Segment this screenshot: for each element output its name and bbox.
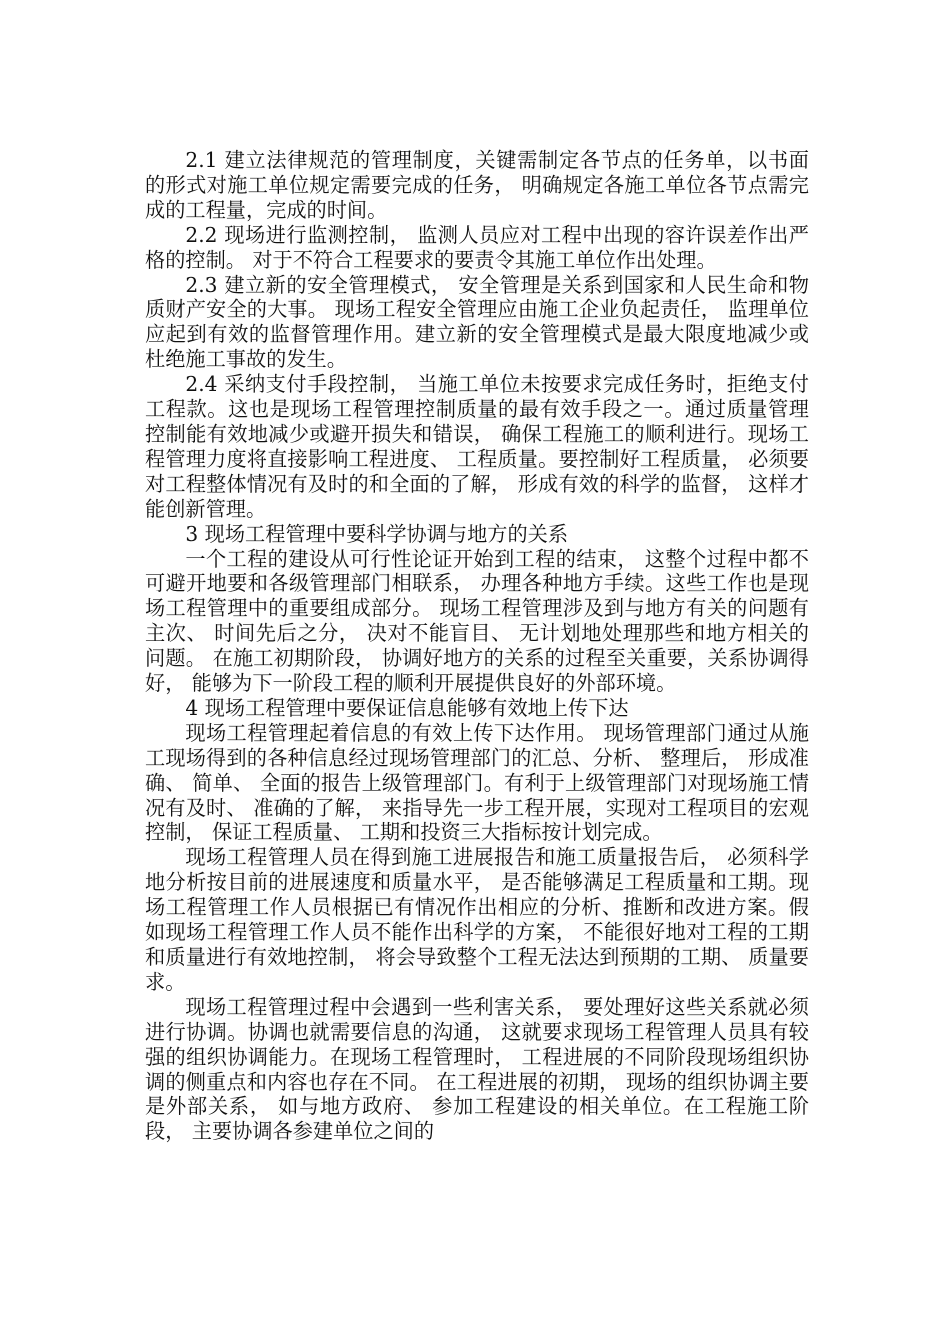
paragraph-4-body-2: 现场工程管理人员在得到施工进展报告和施工质量报告后， 必须科学地分析按目前的进展速度和质量水平， 是否能够满足工程质量和工期。现场工程管理工作人员根据已有情况作出相应的分析、推断和改进方案。假如现场工程管理工作人员不能作出科学的方案， 不能很好地对工程的工期和质量进行有效地控制， 将会导致整个工程无法达到预期的工期、 质量要求。 [145,845,809,994]
paragraph-4-body-3: 现场工程管理过程中会遇到一些利害关系， 要处理好这些关系就必须进行协调。协调也就需要信息的沟通， 这就要求现场工程管理人员具有较强的组织协调能力。在现场工程管理时， 工程进展的不同阶段现场组织协调的侧重点和内容也存在不同。 在工程进展的初期， 现场的组织协调主要是外部关系， 如与地方政府、 参加工程建设的相关单位。在工程施工阶段， 主要协调各参建单位之间的 [145,994,809,1144]
paragraph-3-body: 一个工程的建设从可行性论证开始到工程的结束， 这整个过程中都不可避开地要和各级管理部门相联系， 办理各种地方手续。这些工作也是现场工程管理中的重要组成部分。 现场工程管理涉及到与地方有关的问题有主次、 时间先后之分， 决对不能盲目、 无计划地处理那些和地方相关的问题。 在施工初期阶段， 协调好地方的关系的过程至关重要，关系协调得好， 能够为下一阶段工程的顺利开展提供良好的外部环境。 [145,546,809,696]
section-heading-4: 4 现场工程管理中要保证信息能够有效地上传下达 [185,695,629,720]
paragraph-2-3: 2.3 建立新的安全管理模式， 安全管理是关系到国家和人民生命和物质财产安全的大事。 现场工程安全管理应由施工企业负起责任， 监理单位应起到有效的监督管理作用。建立新的安全管理模式是最大限度地减少或杜绝施工事故的发生。 [145,272,809,372]
paragraph-4-body-1: 现场工程管理起着信息的有效上传下达作用。 现场管理部门通过从施工现场得到的各种信息经过现场管理部门的汇总、分析、 整理后， 形成准确、 简单、 全面的报告上级管理部门。有利于上级管理部门对现场施工情况有及时、 准确的了解， 来指导先一步工程开展，实现对工程项目的宏观控制， 保证工程质量、 工期和投资三大指标按计划完成。 [145,720,809,845]
section-heading-3: 3 现场工程管理中要科学协调与地方的关系 [185,521,569,546]
document-body [145,148,809,1144]
paragraph-2-2: 2.2 现场进行监测控制， 监测人员应对工程中出现的容许误差作出严格的控制。 对于不符合工程要求的要责令其施工单位作出处理。 [145,222,809,272]
paragraph-2-4: 2.4 采纳支付手段控制， 当施工单位未按要求完成任务时，拒绝支付工程款。这也是现场工程管理控制质量的最有效手段之一。通过质量管理控制能有效地减少或避开损失和错误， 确保工程施工的顺利进行。现场工程管理力度将直接影响工程进度、 工程质量。要控制好工程质量， 必须要对工程整体情况有及时的和全面的了解， 形成有效的科学的监督， 这样才能创新管理。 [145,372,809,521]
paragraph-2-1: 2.1 建立法律规范的管理制度，关键需制定各节点的任务单，以书面的形式对施工单位规定需要完成的任务， 明确规定各施工单位各节点需完成的工程量，完成的时间。 [145,148,809,222]
